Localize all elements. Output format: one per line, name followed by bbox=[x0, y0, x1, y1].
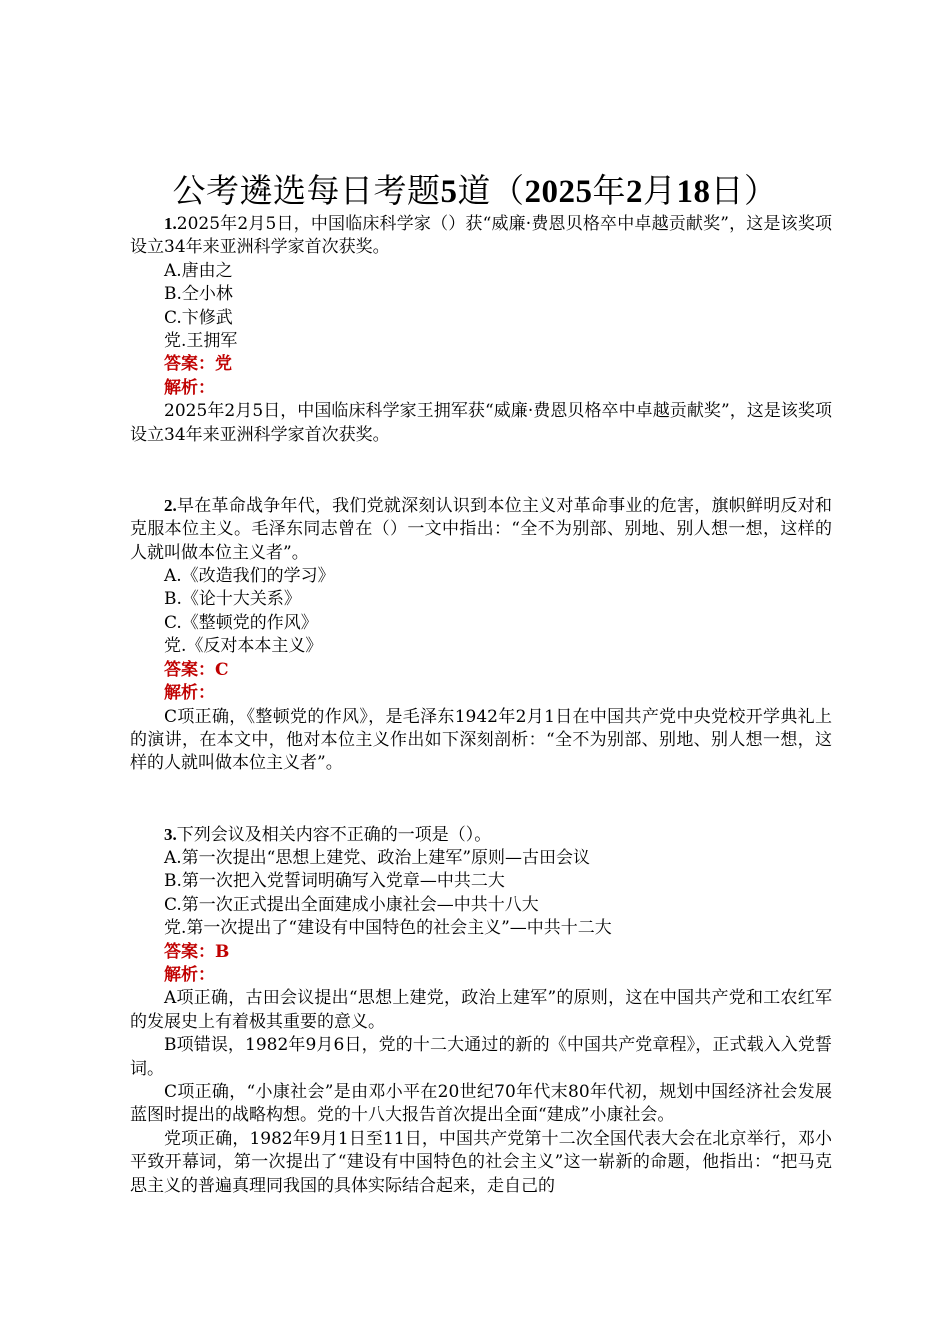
analysis-paragraph: C项正确，“小康社会”是由邓小平在20世纪70年代末80年代初，规划中国经济社会发展蓝图时提出的战略构想。党的十八大报告首次提出全面“建成”小康社会。 bbox=[130, 1081, 832, 1126]
title-prefix: 公考遴选每日考题 bbox=[172, 171, 441, 210]
title-mid: 道（ bbox=[457, 171, 525, 210]
option-d: 党.王拥军 bbox=[164, 331, 238, 352]
answer-label: 答案：C bbox=[164, 659, 229, 680]
question-number: 3. bbox=[164, 824, 177, 844]
analysis-paragraph: C项正确，《整顿党的作风》，是毛泽东1942年2月1日在中国共产党中央党校开学典礼上的演讲，在本文中，他对本位主义作出如下深刻剖析：“全不为别部、别地、别人想一想，这样的人就叫做本位主义者”。 bbox=[130, 706, 832, 774]
question-3 bbox=[130, 823, 832, 1199]
title-year: 2025 bbox=[524, 174, 593, 210]
title-day-unit: 日） bbox=[710, 171, 778, 210]
analysis-paragraph: A项正确，古田会议提出“思想上建党，政治上建军”的原则，这在中国共产党和工农红军的发展史上有着极其重要的意义。 bbox=[130, 988, 832, 1032]
question-number: 2. bbox=[164, 495, 177, 515]
analysis-paragraph: 2025年2月5日，中国临床科学家王拥军获“威廉·费恩贝格卒中卓越贡献奖”，这是该奖项设立34年来亚洲科学家首次获奖。 bbox=[130, 401, 832, 445]
title-count: 5 bbox=[440, 174, 458, 210]
title-month-unit: 月 bbox=[643, 171, 677, 210]
title-year-unit: 年 bbox=[592, 171, 626, 210]
option-d: 党.《反对本本主义》 bbox=[164, 636, 323, 657]
analysis-label: 解析： bbox=[164, 964, 215, 985]
question-2 bbox=[130, 494, 832, 776]
question-stem bbox=[130, 494, 832, 565]
analysis-label: 解析： bbox=[164, 683, 215, 704]
option-b: B.仝小林 bbox=[164, 284, 233, 305]
option-a: A.《改造我们的学习》 bbox=[164, 566, 335, 587]
option-a: A.唐由之 bbox=[164, 260, 233, 281]
analysis-paragraph: 党项正确，1982年9月1日至11日，中国共产党第十二次全国代表大会在北京举行，邓小平致开幕词，第一次提出了“建设有中国特色的社会主义”这一崭新的命题，他指出：“把马克思主义的普遍真理同我国的具体实际结合起来，走自己的 bbox=[130, 1128, 832, 1196]
title-month: 2 bbox=[626, 174, 643, 210]
analysis-paragraph: B项错误，1982年9月6日，党的十二大通过的新的《中国共产党章程》，正式载入入党誓词。 bbox=[130, 1035, 832, 1079]
question-stem bbox=[130, 212, 832, 260]
title-day: 18 bbox=[676, 174, 711, 210]
option-c: C.卞修武 bbox=[164, 307, 233, 328]
answer-label: 答案：B bbox=[164, 941, 230, 962]
question-stem-text: 下列会议及相关内容不正确的一项是（）。 bbox=[176, 824, 492, 845]
question-number: 1. bbox=[164, 214, 177, 233]
option-a: A.第一次提出“思想上建党、政治上建军”原则—古田会议 bbox=[164, 847, 591, 868]
question-stem-text: 2025年2月5日，中国临床科学家（）获“威廉·费恩贝格卒中卓越贡献奖”，这是该奖项设立34年来亚洲科学家首次获奖。 bbox=[130, 214, 832, 258]
page-title bbox=[0, 171, 950, 212]
option-b: B.《论十大关系》 bbox=[164, 589, 301, 610]
answer-label: 答案：党 bbox=[164, 354, 232, 375]
question-1 bbox=[130, 212, 832, 447]
option-c: C.《整顿党的作风》 bbox=[164, 612, 318, 633]
question-stem-text: 早在革命战争年代，我们党就深刻认识到本位主义对革命事业的危害，旗帜鲜明反对和克服本位主义。毛泽东同志曾在（）一文中指出：“全不为别部、别地、别人想一想，这样的人就叫做本位主义者”。 bbox=[130, 495, 832, 563]
analysis-label: 解析： bbox=[164, 377, 215, 398]
option-c: C.第一次正式提出全面建成小康社会—中共十八大 bbox=[164, 894, 539, 915]
option-d: 党.第一次提出了“建设有中国特色的社会主义”—中共十二大 bbox=[164, 918, 612, 939]
question-stem bbox=[130, 823, 832, 847]
questions-container bbox=[130, 212, 832, 1198]
option-b: B.第一次把入党誓词明确写入党章—中共二大 bbox=[164, 871, 505, 892]
